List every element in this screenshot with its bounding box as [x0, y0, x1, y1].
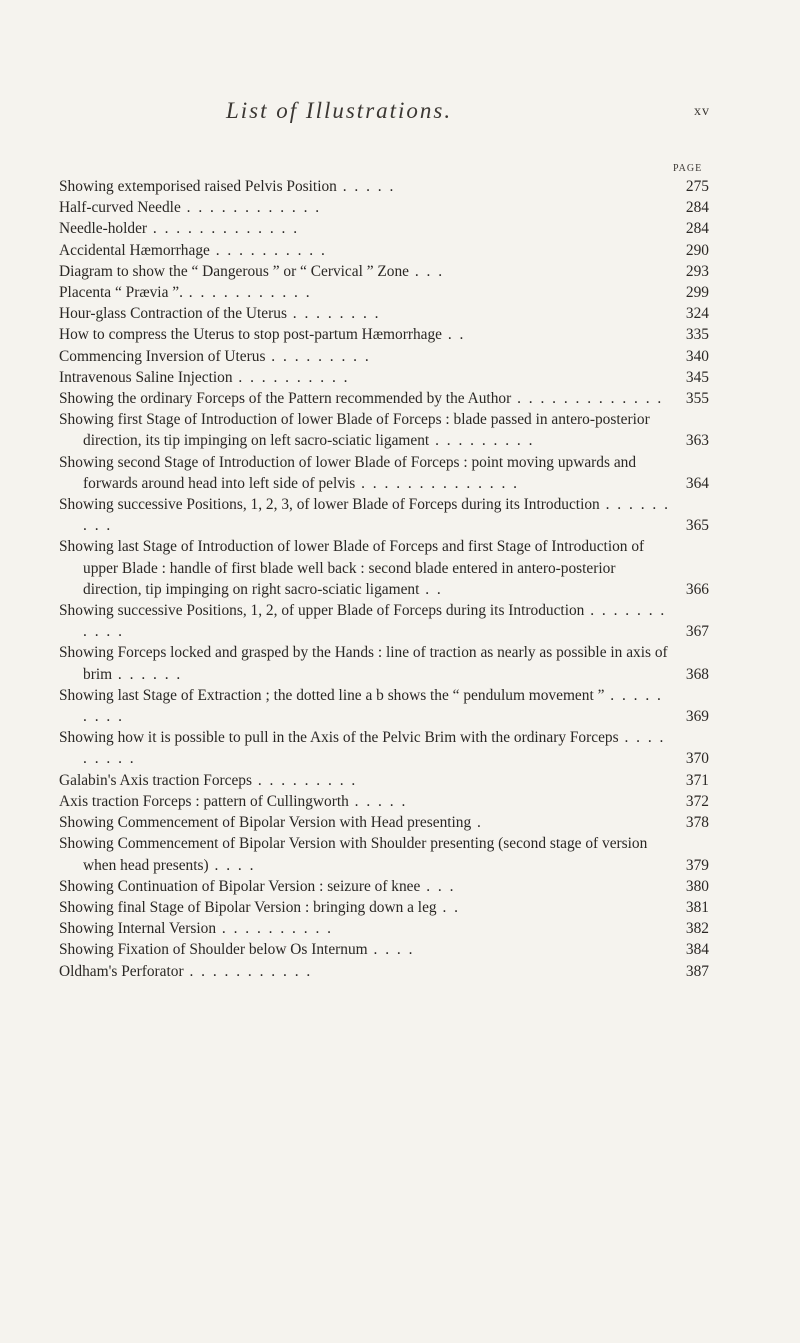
entry-title: Showing final Stage of Bipolar Version : bringing down a leg — [59, 898, 437, 916]
dot-leader: . . . . . . . . . . . — [183, 962, 313, 980]
entry-page-number: 340 — [685, 347, 709, 365]
page-column-label: PAGE — [673, 163, 703, 174]
entry-page-number: 284 — [685, 199, 709, 217]
entry-page-number: 368 — [685, 665, 709, 683]
dot-leader: . . . . . . . . . — [251, 771, 358, 789]
entry-title: Showing first Stage of Introduction of lower Blade of Forceps : blade passed in antero-posterior direction, its tip impinging on left sacro-sciatic ligament — [59, 411, 650, 450]
entry-page-number: 284 — [685, 220, 709, 238]
dot-leader: . . . . . . . . . . . . . — [147, 220, 300, 238]
entry-title: Diagram to show the “ Dangerous ” or “ Cervical ” Zone — [59, 262, 410, 280]
dot-leader: . . . . . . . . . . . — [182, 284, 312, 302]
dot-leader: . . — [436, 898, 460, 916]
list-item — [59, 240, 709, 261]
entry-page-number: 387 — [685, 962, 709, 980]
entry-title: Placenta “ Prævia ”. — [59, 284, 183, 302]
entry-title: Accidental Hæmorrhage — [59, 241, 210, 259]
dot-leader: . . — [419, 580, 443, 598]
entry-page-number: 382 — [685, 920, 709, 938]
list-item — [59, 812, 709, 833]
entry-title: Showing the ordinary Forceps of the Pattern recommended by the Author — [59, 390, 512, 408]
list-item — [59, 600, 709, 642]
dot-leader: . . . — [409, 262, 445, 280]
dot-leader: . . . . . . . . — [286, 305, 381, 323]
dot-leader: . . . . . . . . . . — [232, 368, 350, 386]
entry-title: Needle-holder — [59, 220, 148, 238]
entry-title: Commencing Inversion of Uterus — [59, 347, 266, 365]
entry-title: Showing last Stage of Extraction ; the dotted line a b shows the “ pendulum movement ” — [59, 686, 605, 704]
entry-page-number: 290 — [685, 241, 709, 259]
dot-leader: . . . . . — [336, 178, 396, 195]
dot-leader: . . . . . . . . . — [83, 729, 666, 768]
entry-title: Galabin's Axis traction Forceps — [59, 771, 252, 789]
dot-leader: . . . . . . . . . . . . . — [511, 390, 664, 408]
entry-title: Showing Continuation of Bipolar Version : seizure of knee — [59, 877, 421, 895]
entry-title: Showing how it is possible to pull in the Axis of the Pelvic Brim with the ordinary Forceps — [59, 729, 619, 747]
dot-leader: . . . . . . . . . . . — [83, 602, 667, 641]
entry-page-number: 371 — [685, 771, 709, 789]
list-item — [59, 176, 709, 197]
entry-title: Showing Internal Version — [59, 920, 217, 938]
list-item — [59, 770, 709, 791]
dot-leader: . . . . . . . . . — [83, 686, 663, 726]
entry-title: Showing successive Positions, 1, 2, of upper Blade of Forceps during its Introduction — [59, 602, 585, 620]
entry-page-number: 335 — [685, 326, 709, 344]
entry-title: Showing Commencement of Bipolar Version with Head presenting — [59, 814, 472, 832]
entry-page-number: 379 — [685, 856, 709, 874]
entry-page-number: 380 — [685, 877, 709, 895]
dot-leader: . . . . . . . . . . . . — [180, 199, 322, 217]
running-header — [0, 98, 800, 128]
entry-page-number: 363 — [685, 432, 709, 450]
dot-leader: . . . . . . — [112, 665, 183, 683]
list-item — [59, 876, 709, 897]
entry-title: Showing second Stage of Introduction of lower Blade of Forceps : point moving upwards and forwards around head into left side of pelvis — [59, 453, 637, 492]
entry-title: Axis traction Forceps : pattern of Cullingworth — [59, 792, 349, 810]
list-item — [59, 324, 709, 345]
entry-title: Showing Fixation of Shoulder below Os Internum — [59, 941, 368, 959]
entry-title: Showing successive Positions, 1, 2, 3, of lower Blade of Forceps during its Introduction — [59, 496, 600, 514]
dot-leader: . . . . . . . . . — [429, 432, 535, 450]
list-item — [59, 897, 709, 918]
illustrations-list — [59, 176, 709, 982]
entry-page-number: 275 — [685, 178, 709, 195]
dot-leader: . . . . . . . . . . . . . . — [355, 474, 519, 492]
entry-title: Half-curved Needle — [59, 199, 181, 217]
entry-page-number: 367 — [685, 623, 709, 641]
entry-page-number: 293 — [685, 262, 709, 280]
entry-page-number: 366 — [685, 580, 709, 598]
list-item — [59, 939, 709, 960]
entry-page-number: 369 — [685, 708, 709, 726]
entry-title: Showing Forceps locked and grasped by the Hands : line of traction as nearly as possible in axis of brim — [59, 644, 668, 683]
entry-title: Intravenous Saline Injection — [59, 368, 233, 386]
entry-page-number: 381 — [685, 898, 709, 916]
list-item — [59, 197, 709, 218]
list-item — [59, 367, 709, 388]
dot-leader: . . . . . . . . . — [83, 496, 670, 535]
entry-title: Hour-glass Contraction of the Uterus — [59, 305, 287, 323]
dot-leader: . . . . . . . . . . — [209, 241, 327, 259]
list-item — [59, 303, 709, 324]
list-item — [59, 218, 709, 239]
list-item — [59, 388, 709, 409]
entry-page-number: 378 — [685, 814, 709, 832]
page-number: xv — [694, 104, 710, 119]
dot-leader: . . . . . — [348, 792, 408, 810]
entry-page-number: 345 — [685, 368, 709, 386]
list-item — [59, 918, 709, 939]
entry-page-number: 364 — [685, 474, 709, 492]
entry-title: Showing extemporised raised Pelvis Position — [59, 178, 337, 195]
dot-leader: . . . . — [208, 856, 256, 874]
entry-title: Oldham's Perforator — [59, 962, 184, 980]
entry-page-number: 324 — [685, 305, 709, 323]
dot-leader: . . . . . . . . . — [265, 347, 371, 365]
dot-leader: . . . . — [367, 941, 415, 959]
entry-page-number: 372 — [685, 792, 709, 810]
entry-page-number: 299 — [685, 284, 709, 302]
list-item — [59, 261, 709, 282]
entry-title: Showing Commencement of Bipolar Version with Shoulder presenting (second stage of version when head presents) — [59, 835, 648, 874]
entry-page-number: 384 — [685, 941, 709, 959]
entry-title: Showing last Stage of Introduction of lower Blade of Forceps and first Stage of Introduction of upper Blade : handle of first blade well back : second blade entered in antero-posterior direction, tip impinging on right sacro-sciatic ligament — [59, 538, 645, 598]
list-item — [59, 961, 709, 982]
entry-page-number: 365 — [685, 517, 709, 535]
list-item — [59, 346, 709, 367]
list-item — [59, 409, 709, 451]
dot-leader: . . . . . . . . . . — [216, 920, 333, 938]
list-item — [59, 685, 709, 727]
entry-page-number: 355 — [685, 390, 709, 408]
list-item — [59, 727, 709, 769]
list-item — [59, 536, 709, 600]
list-item — [59, 791, 709, 812]
dot-leader: . . . — [420, 877, 456, 895]
running-title: List of Illustrations. — [226, 98, 453, 123]
list-item — [59, 494, 709, 536]
dot-leader: . — [471, 814, 483, 832]
list-item — [59, 282, 709, 303]
list-item — [59, 452, 709, 494]
list-item — [59, 642, 709, 684]
dot-leader: . . — [442, 326, 466, 344]
list-item — [59, 833, 709, 875]
entry-page-number: 370 — [685, 750, 709, 768]
entry-title: How to compress the Uterus to stop post-partum Hæmorrhage — [59, 326, 442, 344]
